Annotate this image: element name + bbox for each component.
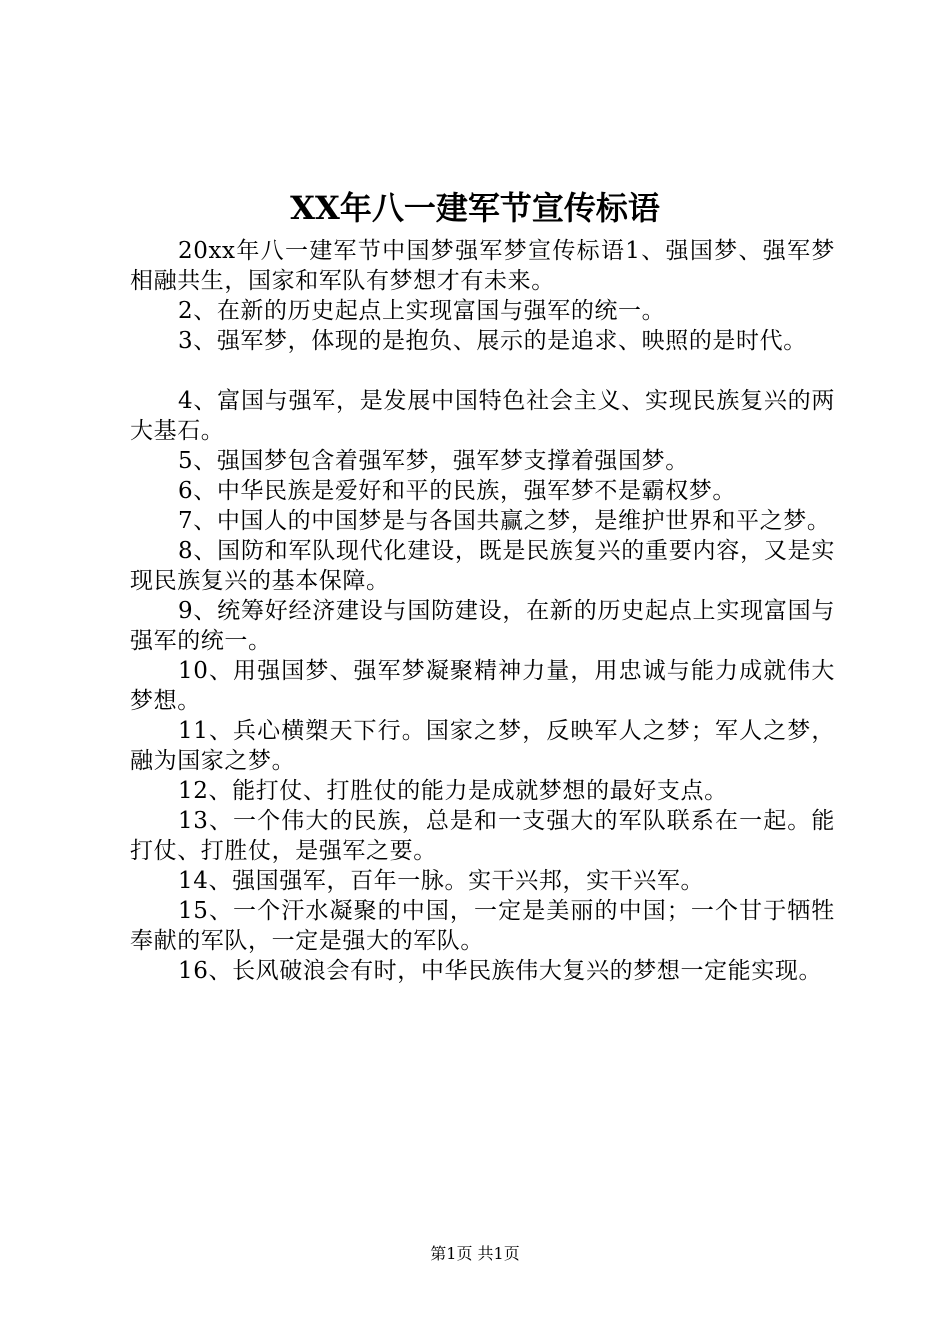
paragraph-13: 13、一个伟大的民族，总是和一支强大的军队联系在一起。能打仗、打胜仗，是强军之要。 bbox=[130, 808, 835, 864]
paragraph-1: 20xx年八一建军节中国梦强军梦宣传标语1、强国梦、强军梦相融共生，国家和军队有梦想才有未来。 bbox=[130, 238, 835, 294]
paragraph-12: 12、能打仗、打胜仗的能力是成就梦想的最好支点。 bbox=[178, 778, 728, 804]
paragraph-8: 8、国防和军队现代化建设，既是民族复兴的重要内容，又是实现民族复兴的基本保障。 bbox=[130, 538, 835, 594]
paragraph-16: 16、长风破浪会有时，中华民族伟大复兴的梦想一定能实现。 bbox=[178, 958, 823, 984]
paragraph-11: 11、兵心横槊天下行。国家之梦，反映军人之梦；军人之梦，融为国家之梦。 bbox=[130, 718, 835, 774]
page-footer: 第1页 共1页 bbox=[430, 1244, 520, 1263]
paragraph-10: 10、用强国梦、强军梦凝聚精神力量，用忠诚与能力成就伟大梦想。 bbox=[130, 658, 835, 714]
paragraph-5: 5、强国梦包含着强军梦，强军梦支撑着强国梦。 bbox=[178, 448, 689, 474]
paragraph-6: 6、中华民族是爱好和平的民族，强军梦不是霸权梦。 bbox=[178, 478, 737, 504]
paragraph-9: 9、统筹好经济建设与国防建设，在新的历史起点上实现富国与强军的统一。 bbox=[130, 598, 835, 654]
paragraph-2: 2、在新的历史起点上实现富国与强军的统一。 bbox=[178, 298, 666, 324]
paragraph-14: 14、强国强军，百年一脉。实干兴邦，实干兴军。 bbox=[178, 868, 705, 894]
paragraph-4: 4、富国与强军，是发展中国特色社会主义、实现民族复兴的两大基石。 bbox=[130, 388, 835, 444]
paragraph-3: 3、强军梦，体现的是抱负、展示的是追求、映照的是时代。 bbox=[178, 328, 807, 354]
paragraph-7: 7、中国人的中国梦是与各国共赢之梦，是维护世界和平之梦。 bbox=[178, 508, 831, 534]
document-title: XX年八一建军节宣传标语 bbox=[290, 189, 660, 227]
paragraph-15: 15、一个汗水凝聚的中国，一定是美丽的中国；一个甘于牺牲奉献的军队，一定是强大的军队。 bbox=[130, 898, 835, 954]
document-body bbox=[130, 236, 835, 986]
